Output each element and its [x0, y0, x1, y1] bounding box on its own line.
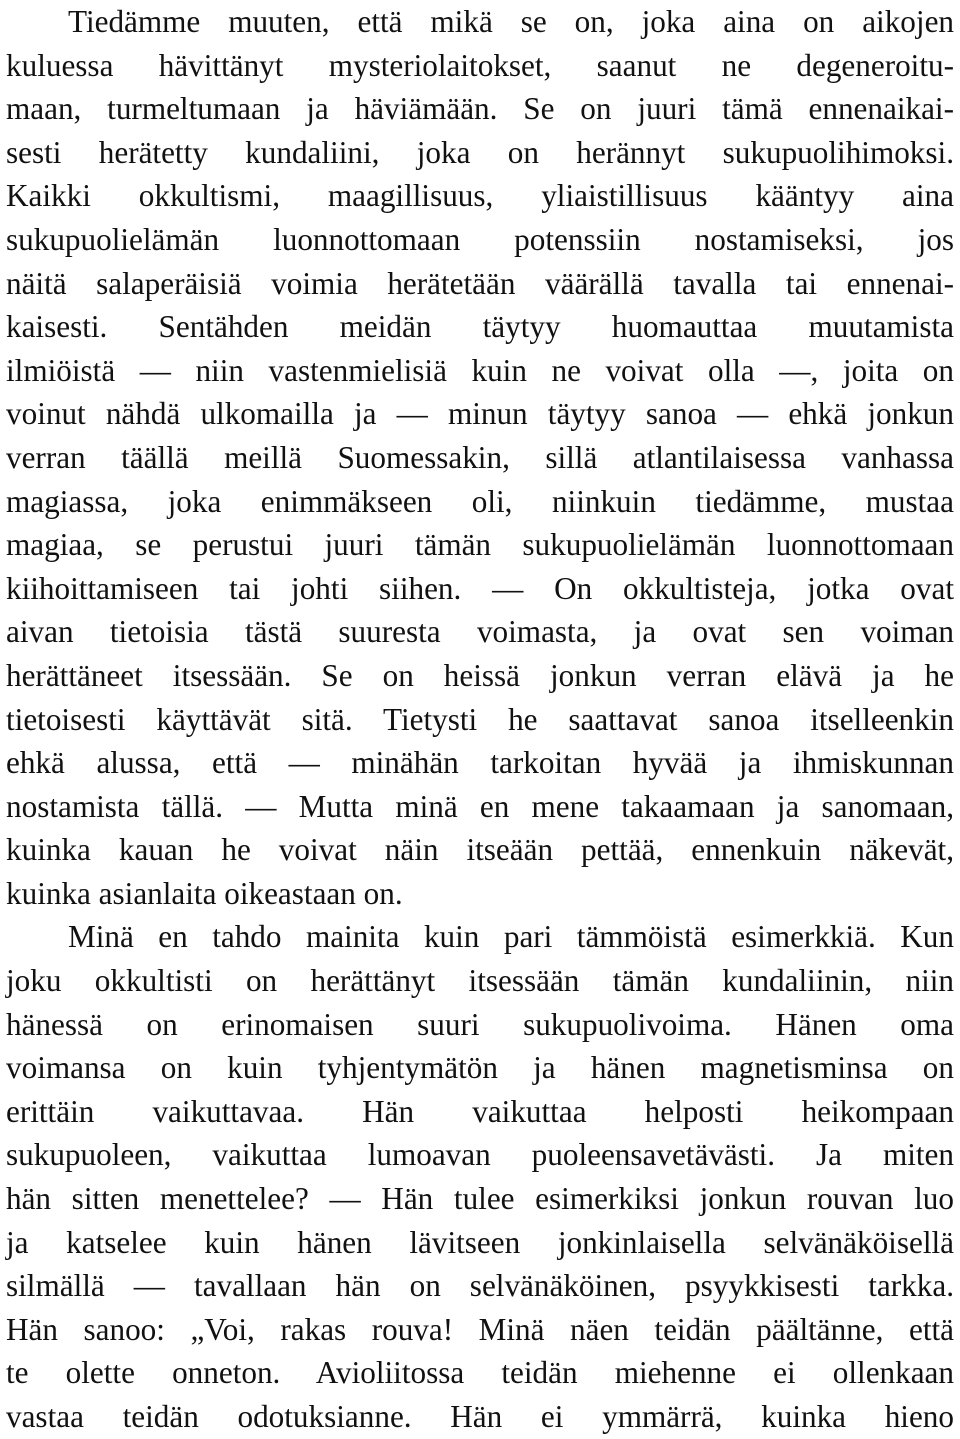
text-line: hän sitten menettelee? — Hän tulee esimerkiksi jonkun rouvan luo — [6, 1181, 954, 1217]
text-line: Tiedämme muuten, että mikä se on, joka aina on aikojen — [68, 4, 954, 39]
text-line: vastaa teidän odotuksianne. Hän ei ymmärrä, kuinka hieno — [6, 1399, 954, 1434]
text-line: kaisesti. Sentähden meidän täytyy huomauttaa muutamista — [6, 309, 954, 345]
text-line: ehkä alussa, että — minähän tarkoitan hyvää ja ihmiskunnan — [6, 745, 954, 781]
text-line: kuluessa hävittänyt mysteriolaitokset, saanut ne degeneroitu- — [6, 47, 954, 83]
text-line: herättäneet itsessään. Se on heissä jonkun verran elävä ja he — [6, 657, 954, 693]
text-line: magiassa, joka enimmäkseen oli, niinkuin tiedämme, mustaa — [6, 483, 954, 519]
text-line: erittäin vaikuttavaa. Hän vaikuttaa helposti heikompaan — [6, 1093, 954, 1129]
text-line: sukupuoleen, vaikuttaa lumoavan puoleensavetävästi. Ja miten — [6, 1137, 954, 1173]
text-line: sesti herätetty kundaliini, joka on herännyt sukupuolihimoksi. — [6, 134, 954, 170]
text-line: sukupuolielämän luonnottomaan potenssiin nostamiseksi, jos — [6, 221, 954, 257]
text-line: maan, turmeltumaan ja häviämään. Se on juuri tämä ennenaikai- — [6, 91, 954, 127]
document-page — [6, 0, 954, 1439]
text-line: joku okkultisti on herättänyt itsessään tämän kundaliinin, niin — [6, 963, 954, 999]
text-line: verran täällä meillä Suomessakin, sillä atlantilaisessa vanhassa — [6, 439, 954, 475]
text-line: ja katselee kuin hänen lävitseen jonkinlaisella selvänäköisellä — [6, 1224, 954, 1260]
text-line: Hän sanoo: „Voi, rakas rouva! Minä näen teidän päältänne, että — [6, 1311, 954, 1347]
paragraph-1 — [6, 0, 954, 915]
text-line: magiaa, se perustui juuri tämän sukupuolielämän luonnottomaan — [6, 527, 954, 563]
text-line: näitä salaperäisiä voimia herätetään väärällä tavalla tai ennenai- — [6, 265, 954, 301]
text-line: kiihoittamiseen tai johti siihen. — On okkultisteja, jotka ovat — [6, 570, 954, 606]
paragraph-2 — [6, 915, 954, 1438]
text-line: te olette onneton. Avioliitossa teidän miehenne ei ollenkaan — [6, 1355, 954, 1391]
text-line: kuinka kauan he voivat näin itseään pettää, ennenkuin näkevät, — [6, 832, 954, 868]
text-line: tietoisesti käyttävät sitä. Tietysti he saattavat sanoa itselleenkin — [6, 701, 954, 737]
text-line: voinut nähdä ulkomailla ja — minun täytyy sanoa — ehkä jonkun — [6, 396, 954, 432]
text-line: hänessä on erinomaisen suuri sukupuolivoima. Hänen oma — [6, 1006, 954, 1042]
text-line: nostamista tällä. — Mutta minä en mene takaamaan ja sanomaan, — [6, 788, 954, 824]
text-line: aivan tietoisia tästä suuresta voimasta, ja ovat sen voiman — [6, 614, 954, 650]
text-line: silmällä — tavallaan hän on selvänäköinen, psyykkisesti tarkka. — [6, 1268, 954, 1304]
text-line: ilmiöistä — niin vastenmielisiä kuin ne voivat olla —, joita on — [6, 352, 954, 388]
text-line: kuinka asianlaita oikeastaan on. — [6, 875, 403, 911]
text-line: voimansa on kuin tyhjentymätön ja hänen magnetisminsa on — [6, 1050, 954, 1086]
text-line: Minä en tahdo mainita kuin pari tämmöistä esimerkkiä. Kun — [68, 919, 954, 955]
text-line: Kaikki okkultismi, maagillisuus, yliaistillisuus kääntyy aina — [6, 178, 954, 214]
